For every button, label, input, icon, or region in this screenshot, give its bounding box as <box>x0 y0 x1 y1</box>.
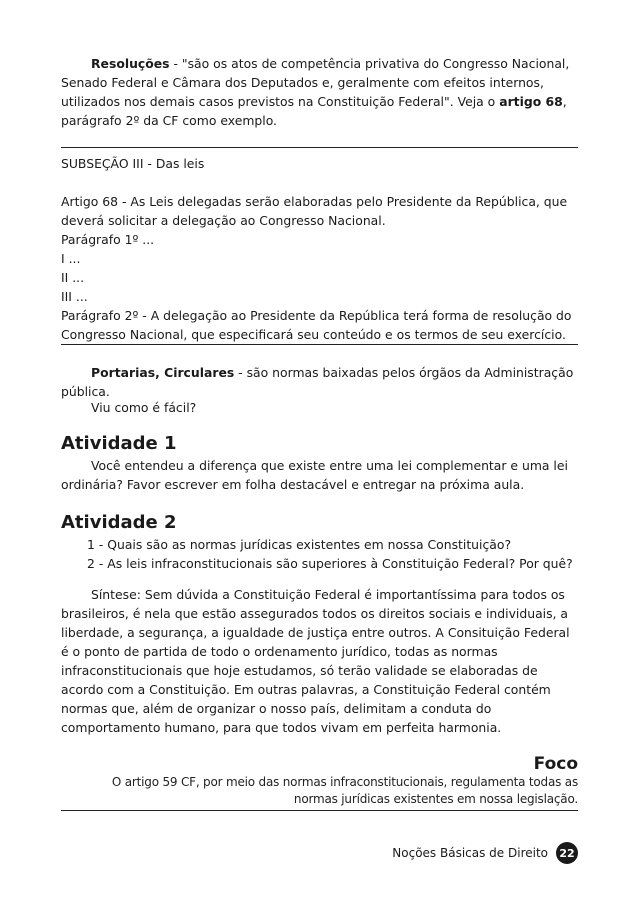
top-divider <box>61 147 578 148</box>
resolucoes-text-1: - "são os atos de competência privativa do Congresso Nacional, Senado Federal e Câmara dos Deputados e, geralmente com efeitos internos, utilizados nos demais casos previstos na Constituição Federal". Veja o <box>61 56 570 109</box>
bottom-divider <box>61 344 578 345</box>
item-1: I ... <box>61 251 81 266</box>
foco-line-1: O artigo 59 CF, por meio das normas infraconstitucionais, regulamenta todas as <box>111 775 578 789</box>
paragrafo-2: Parágrafo 2º - A delegação ao Presidente da República terá forma de resolução do Congresso Nacional, que especificará seu conteúdo e os termos de seu exercício. <box>61 308 572 342</box>
subsecao-block <box>61 154 578 344</box>
sintese-text: Síntese: Sem dúvida a Constituição Federal é importantíssima para todos os brasileiros, é nela que estão assegurados todos os direitos sociais e individuais, a liberdade, a segurança, a igualdade de justiça entre outros. A Consituição Federal é o ponto de partida de todo o ordenamento jurídico, todas as normas infraconstitucionais que hoje estudamos, só terão validade se elaboradas de acordo com a Constituição. Em outras palavras, a Constituição Federal contém normas que, além de organizar o nosso país, delimitam a conduta do comportamento humano, para que todos vivam em perfeita harmonia. <box>61 587 570 735</box>
viu-paragraph <box>61 398 578 417</box>
foco-line-2: normas jurídicas existentes em nossa legislação. <box>293 792 578 806</box>
atividade-1-text: Você entendeu a diferença que existe entre uma lei complementar e uma lei ordinária? Favor escrever em folha destacável e entregar na próxima aula. <box>61 458 568 492</box>
viu-text: Viu como é fácil? <box>91 400 197 415</box>
atividade-1-heading: Atividade 1 <box>61 433 177 454</box>
item-2: II ... <box>61 270 85 285</box>
atividade-2-question-2: 2 - As leis infraconstitucionais são superiores à Constituição Federal? Por quê? <box>87 556 573 571</box>
portarias-text: - são normas baixadas pelos órgãos da Administração pública. <box>61 365 574 399</box>
page-footer <box>392 842 578 864</box>
foco-divider <box>61 810 578 811</box>
sintese-block <box>61 585 578 737</box>
resolucoes-term: Resoluções <box>91 56 170 71</box>
atividade-1-block <box>61 456 578 494</box>
resolucoes-paragraph <box>61 54 578 130</box>
portarias-paragraph <box>61 363 578 401</box>
atividade-2-question-1: 1 - Quais são as normas jurídicas existentes em nossa Constituição? <box>87 537 512 552</box>
footer-book-title: Noções Básicas de Direito <box>392 846 548 860</box>
artigo-68-text: Artigo 68 - As Leis delegadas serão elaboradas pelo Presidente da República, que deverá solicitar a delegação ao Congresso Nacional. <box>61 194 568 228</box>
resolucoes-article-ref: artigo 68 <box>499 94 563 109</box>
item-3: III ... <box>61 289 88 304</box>
atividade-2-heading: Atividade 2 <box>61 512 177 533</box>
atividade-2-block <box>61 535 578 573</box>
resolucoes-text-2: , parágrafo 2º da CF como exemplo. <box>61 94 567 128</box>
page-number-badge: 22 <box>556 842 578 864</box>
foco-box <box>61 774 578 808</box>
foco-heading: Foco <box>533 754 578 774</box>
portarias-term: Portarias, Circulares <box>91 365 235 380</box>
subsecao-heading: SUBSEÇÃO III - Das leis <box>61 156 205 171</box>
paragrafo-1: Parágrafo 1º ... <box>61 232 155 247</box>
